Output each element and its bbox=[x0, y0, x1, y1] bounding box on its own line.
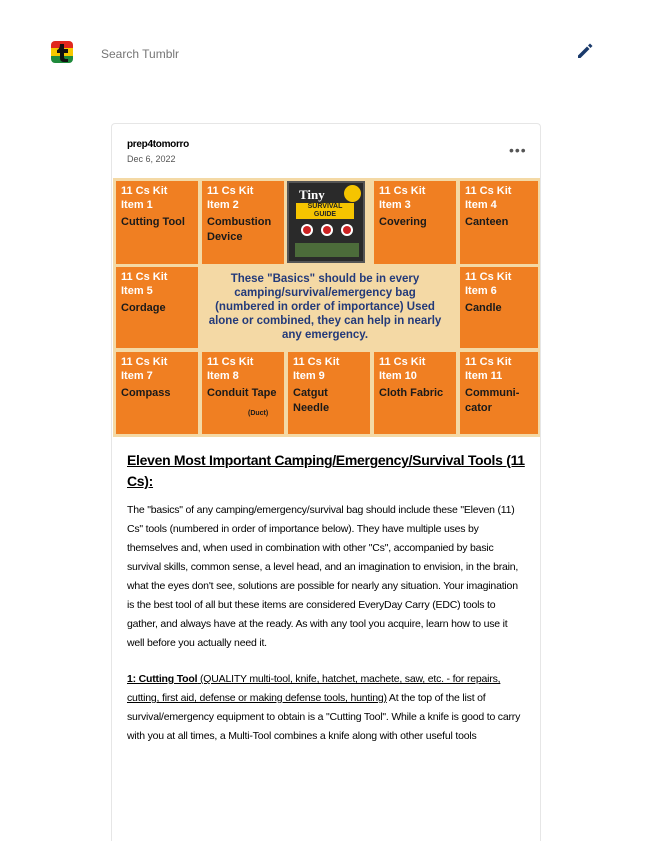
image-caption: These "Basics" should be in every camping/survival/emergency bag (numbered in order of importance) Used alone or combined, they can help in nearly any emergency. bbox=[208, 273, 442, 341]
book-photo bbox=[295, 243, 359, 257]
post-date[interactable]: Dec 6, 2022 bbox=[127, 154, 176, 164]
book-cover: Tiny SURVIVAL GUIDE bbox=[287, 181, 365, 263]
kit-cell: 11 Cs Kit Item 9 Catgut Needle bbox=[288, 352, 370, 434]
kit-cell: 11 Cs Kit Item 10 Cloth Fabric bbox=[374, 352, 456, 434]
kit-cell: 11 Cs Kit Item 2 Combustion Device bbox=[202, 181, 284, 264]
post-author[interactable]: prep4tomorro bbox=[127, 139, 189, 150]
post-title: Eleven Most Important Camping/Emergency/Survival Tools (11 Cs): bbox=[127, 452, 525, 489]
post-body bbox=[127, 450, 527, 746]
pencil-icon[interactable] bbox=[575, 41, 595, 61]
item-heading: 1: Cutting Tool bbox=[127, 673, 198, 685]
tumblr-logo-icon[interactable] bbox=[51, 41, 73, 63]
more-options-icon[interactable]: ••• bbox=[509, 142, 527, 158]
item-detail: (QUALITY multi-tool, knife, hatchet, machete, saw, etc. - for repairs, cutting, first aid, defense or making defense tools, hunting) bbox=[127, 673, 501, 704]
kit-cell: 11 Cs Kit Item 7 Compass bbox=[116, 352, 198, 434]
post-image[interactable] bbox=[113, 178, 541, 437]
kit-cell: 11 Cs Kit Item 4 Canteen bbox=[460, 181, 538, 264]
kit-cell: 11 Cs Kit Item 5 Cordage bbox=[116, 267, 198, 348]
warning-signs-icon bbox=[297, 223, 357, 237]
kit-cell: 11 Cs Kit Item 6 Candle bbox=[460, 267, 538, 348]
search-input[interactable] bbox=[101, 46, 401, 62]
post-paragraph: The "basics" of any camping/emergency/survival bag should include these "Eleven (11) Cs" tools (numbered in order of importance below). They have multiple uses by themselves and, when used in combination with other "Cs", accompanied by basic survival skills, common sense, a level head, and an imagination to envision, in the brain, what the eyes don't see, solutions are possible for nearly any situation. Your imagination is the best tool of all but these items are considered EveryDay Carry (EDC) tools to gather, and always have at the ready. As with any tool you acquire, learn how to use it well before you actually need it. bbox=[127, 504, 519, 649]
kit-cell: 11 Cs Kit Item 3 Covering bbox=[374, 181, 456, 264]
post-paragraph bbox=[127, 670, 527, 746]
post-card bbox=[111, 123, 541, 841]
badge-icon bbox=[344, 185, 361, 202]
kit-cell: 11 Cs Kit Item 1 Cutting Tool bbox=[116, 181, 198, 264]
kit-cell: 11 Cs Kit Item 8 Conduit Tape (Duct) bbox=[202, 352, 284, 434]
item-text: At the top of the list of survival/emergency equipment to obtain is a "Cutting Tool". While a knife is good to carry with you at all times, a Multi-Tool combines a knife along with other useful tools bbox=[127, 692, 521, 742]
kit-cell: 11 Cs Kit Item 11 Communi-cator bbox=[460, 352, 538, 434]
